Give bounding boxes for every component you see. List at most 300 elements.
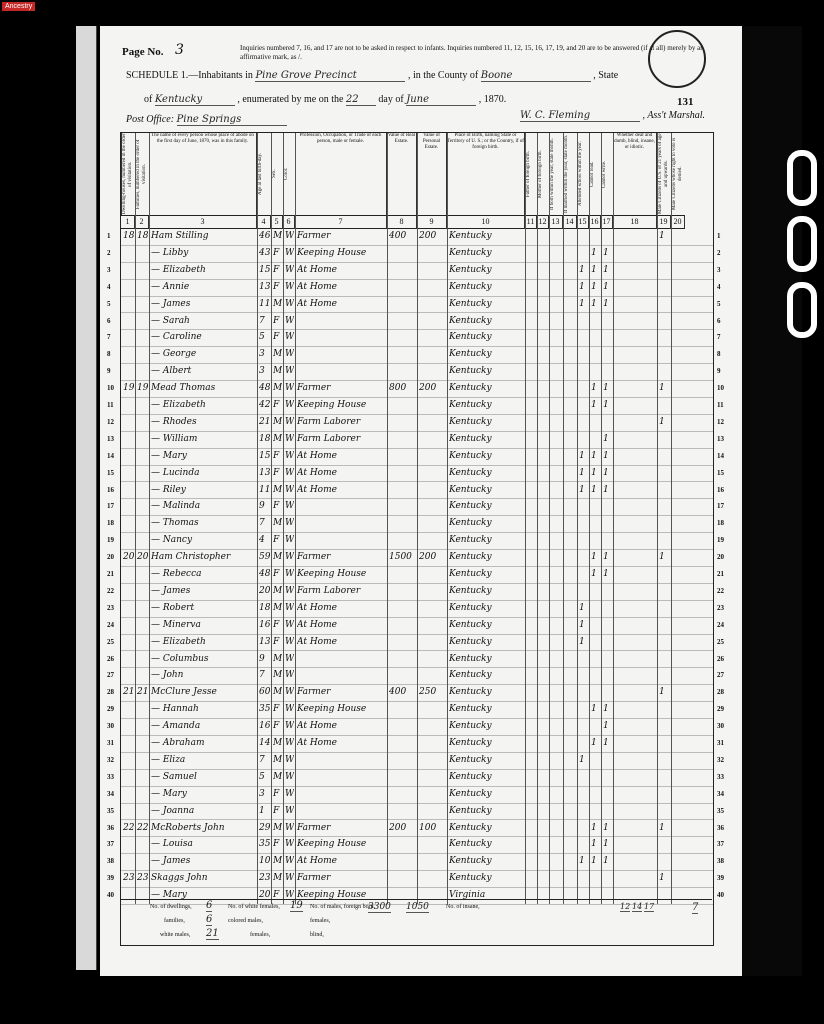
cell-birth: Kentucky (449, 839, 492, 850)
post-office-line (126, 114, 287, 126)
cell-occ: Farmer (297, 231, 331, 241)
cell-age: 21 (259, 416, 270, 427)
column-number-18: 18 (613, 215, 657, 229)
line-number: 1 (717, 232, 721, 240)
instructions-note: Inquiries numbered 7, 16, and 17 are not to be asked in respect to infants. Inquiries numbered 11, 12, 15, 16, 17, 19, and 20 are to be answered (if at all) merely by an affirmative mark, as /. (240, 44, 704, 61)
line-number: 32 (107, 755, 114, 764)
cell-age: 42 (259, 400, 270, 410)
cell-color: W (285, 704, 294, 715)
cell-birth: Kentucky (449, 501, 492, 512)
cell-birth: Kentucky (449, 450, 492, 461)
schedule-line-1 (126, 70, 618, 82)
cell-sex: F (273, 721, 280, 732)
cell-name: — Mary (151, 450, 187, 461)
column-number-12: 12 (537, 215, 549, 229)
cell-c15: 1 (579, 636, 585, 647)
cell-f: 20 (137, 552, 148, 563)
cell-birth: Kentucky (449, 467, 492, 478)
school-total: 12 (620, 902, 631, 911)
cell-sex: F (273, 281, 280, 292)
line-number: 16 (107, 485, 114, 494)
cell-pe: 200 (419, 231, 437, 241)
cell-birth: Kentucky (449, 636, 492, 647)
cell-c17: 1 (603, 383, 609, 394)
column-rule (417, 133, 418, 904)
cell-occ: Keeping House (297, 247, 367, 258)
column-rule (283, 133, 284, 904)
cell-birth: Kentucky (449, 383, 492, 394)
line-number: 26 (717, 654, 724, 663)
column-rule (257, 133, 258, 904)
insane-label: No. of insane, (446, 904, 480, 910)
line-number: 32 (717, 755, 724, 764)
line-number: 40 (107, 891, 114, 900)
cell-color: W (285, 738, 294, 748)
cell-color: W (285, 585, 294, 596)
cell-name: — Malinda (151, 501, 201, 512)
cell-age: 7 (259, 518, 265, 529)
cell-age: 13 (259, 467, 270, 478)
column-number-5: 5 (271, 215, 283, 229)
line-number: 2 (107, 248, 111, 257)
column-rule (563, 133, 564, 904)
cell-re: 400 (389, 687, 407, 698)
cell-color: W (285, 687, 294, 698)
cell-occ: Farm Laborer (297, 416, 361, 427)
cell-sex: M (273, 585, 282, 596)
cell-c15: 1 (579, 298, 585, 309)
cell-sex: F (273, 805, 280, 816)
cell-sex: F (273, 704, 280, 715)
cell-c16: 1 (591, 484, 597, 495)
cell-name: — Eliza (151, 754, 186, 765)
cell-pe: 200 (419, 383, 437, 394)
cell-name: — Elizabeth (151, 264, 206, 275)
cell-age: 7 (259, 754, 265, 765)
cell-birth: Kentucky (449, 349, 492, 360)
line-number: 35 (107, 806, 114, 815)
line-number: 31 (717, 739, 724, 747)
cell-sex: F (273, 501, 280, 512)
cell-name: — Rebecca (151, 569, 202, 579)
cell-age: 15 (259, 450, 270, 461)
page-label: Page No. (122, 46, 164, 58)
cell-age: 13 (259, 281, 270, 292)
cell-c16: 1 (591, 247, 597, 258)
cell-color: W (285, 433, 294, 444)
cell-f: 21 (137, 687, 148, 698)
blind-label: blind, (310, 932, 324, 938)
precinct-value: Pine Grove Precinct (255, 70, 405, 82)
cell-c17: 1 (603, 738, 609, 748)
cell-birth: Kentucky (449, 602, 492, 613)
cell-c17: 1 (603, 400, 609, 410)
line-number: 22 (107, 586, 114, 595)
cell-pe: 250 (419, 687, 437, 698)
cell-c16: 1 (591, 467, 597, 478)
column-number-10: 10 (447, 215, 525, 229)
line-number: 3 (107, 265, 111, 274)
cell-f: 23 (137, 873, 148, 884)
cell-color: W (285, 788, 294, 799)
cell-birth: Kentucky (449, 585, 492, 596)
cell-re: 200 (389, 822, 407, 833)
cell-c17: 1 (603, 484, 609, 495)
cell-age: 29 (259, 822, 270, 833)
cell-f: 22 (137, 822, 148, 833)
cell-name: Ham Christopher (151, 552, 231, 563)
column-number-13: 13 (549, 215, 563, 229)
cell-name: — Albert (151, 366, 192, 377)
cell-age: 15 (259, 264, 270, 275)
cell-c17: 1 (603, 856, 609, 867)
line-number: 23 (107, 603, 114, 612)
dwellings-label: No. of dwellings, (150, 904, 192, 910)
cell-c19: 1 (659, 231, 665, 241)
cell-color: W (285, 332, 294, 343)
line-number: 36 (107, 823, 114, 832)
line-number: 11 (717, 401, 724, 409)
cell-occ: At Home (297, 264, 337, 275)
line-number: 21 (107, 570, 114, 578)
line-number: 7 (107, 333, 111, 342)
column-rule (589, 133, 590, 904)
cell-occ: At Home (297, 721, 337, 732)
cell-color: W (285, 264, 294, 275)
column-rule (271, 133, 272, 904)
cell-age: 5 (259, 771, 265, 782)
cell-c19: 1 (659, 687, 665, 698)
cell-d: 23 (123, 873, 134, 884)
post-office-label: Post Office: (126, 114, 175, 125)
cell-birth: Kentucky (449, 721, 492, 732)
cell-color: W (285, 653, 294, 664)
cell-sex: F (273, 400, 280, 410)
families-label: families, (164, 918, 185, 924)
line-number: 4 (107, 282, 111, 291)
cell-age: 60 (259, 687, 270, 698)
cell-age: 9 (259, 501, 265, 512)
line-number: 33 (717, 772, 724, 781)
cell-c17: 1 (603, 264, 609, 275)
cell-name: — Hannah (151, 704, 199, 715)
line-number: 16 (717, 485, 724, 494)
citizens-total: 7 (692, 902, 699, 913)
cell-birth: Kentucky (449, 298, 492, 309)
line-number: 3 (717, 265, 721, 274)
column-header-13: If born within the year, state month. (549, 133, 563, 215)
column-header-10: Place of Birth, naming State or Territory of U. S.; or the Country, if of foreign birth. (447, 133, 525, 215)
cell-pe: 100 (419, 822, 437, 833)
column-number-9: 9 (417, 215, 447, 229)
cell-occ: Farm Laborer (297, 585, 361, 596)
enumerated-label: , enumerated by me on the (237, 94, 344, 105)
cell-birth: Kentucky (449, 754, 492, 765)
line-number: 5 (717, 299, 721, 308)
cell-occ: Farmer (297, 687, 331, 698)
cell-name: — Elizabeth (151, 400, 206, 410)
cell-color: W (285, 754, 294, 765)
cell-age: 16 (259, 721, 270, 732)
cell-c15: 1 (579, 264, 585, 275)
cell-occ: At Home (297, 619, 337, 630)
cell-color: W (285, 247, 294, 258)
cell-occ: At Home (297, 298, 337, 309)
column-number-15: 15 (577, 215, 589, 229)
cell-name: — James (151, 585, 191, 596)
line-number: 21 (717, 570, 724, 578)
cell-c17: 1 (603, 822, 609, 833)
cell-age: 7 (259, 670, 265, 681)
cell-birth: Kentucky (449, 805, 492, 816)
cell-name: — William (151, 433, 198, 444)
cell-re: 1500 (389, 552, 412, 563)
cell-age: 3 (259, 366, 265, 377)
column-number-20: 20 (671, 215, 685, 229)
cell-f: 18 (137, 231, 148, 241)
column-rule (135, 133, 136, 904)
cell-color: W (285, 484, 294, 495)
cell-birth: Kentucky (449, 619, 492, 630)
column-number-1: 1 (121, 215, 135, 229)
cell-c15: 1 (579, 484, 585, 495)
cell-d: 18 (123, 231, 134, 241)
line-number: 38 (717, 857, 724, 866)
cell-color: W (285, 856, 294, 867)
cell-sex: M (273, 298, 282, 309)
film-frame-mark (782, 140, 822, 400)
line-number: 19 (107, 536, 114, 545)
cell-name: — Mary (151, 788, 187, 799)
line-number: 17 (107, 502, 114, 511)
line-number: 38 (107, 857, 114, 866)
line-number: 1 (107, 232, 111, 240)
cell-name: McRoberts John (151, 822, 225, 833)
column-header-17: Cannot write. (601, 133, 613, 215)
line-number: 13 (107, 434, 114, 443)
families-value: 6 (206, 914, 213, 925)
marshal-signature: W. C. Fleming (520, 110, 640, 122)
line-number: 26 (107, 654, 114, 663)
line-number: 15 (717, 468, 724, 477)
cell-sex: M (273, 754, 282, 765)
schedule-line-2 (144, 94, 506, 106)
column-header-14: If married within the year, state month. (563, 133, 577, 215)
line-number: 7 (717, 333, 721, 342)
state-label: , State (593, 70, 619, 81)
seal-stamp (648, 30, 706, 88)
cell-c15: 1 (579, 856, 585, 867)
column-rule (549, 133, 550, 904)
line-number: 34 (107, 789, 114, 798)
census-sheet (100, 26, 742, 976)
line-number: 17 (717, 502, 724, 511)
cell-c19: 1 (659, 383, 665, 394)
cell-occ: Keeping House (297, 569, 367, 579)
cell-name: — Rhodes (151, 416, 197, 427)
cell-name: — Lucinda (151, 467, 200, 478)
cell-occ: Keeping House (297, 400, 367, 410)
cell-name: — Abraham (151, 738, 205, 748)
cell-occ: At Home (297, 602, 337, 613)
summary-footer (120, 899, 712, 948)
cell-d: 22 (123, 822, 134, 833)
column-rule (295, 133, 296, 904)
cell-occ: Farmer (297, 552, 331, 563)
line-number: 30 (717, 722, 724, 731)
cell-c17: 1 (603, 433, 609, 444)
cell-c19: 1 (659, 822, 665, 833)
cell-age: 3 (259, 788, 265, 799)
cell-occ: At Home (297, 738, 337, 748)
cell-occ: Farmer (297, 383, 331, 394)
cannot-write-total: 17 (644, 902, 655, 911)
cell-age: 35 (259, 704, 270, 715)
cell-birth: Kentucky (449, 484, 492, 495)
line-number: 11 (107, 401, 114, 409)
source-badge: Ancestry (2, 2, 35, 11)
cell-sex: F (273, 247, 280, 258)
cell-name: — Joanna (151, 805, 195, 816)
line-number: 30 (107, 722, 114, 731)
cell-birth: Kentucky (449, 281, 492, 292)
cell-sex: M (273, 771, 282, 782)
cell-sex: F (273, 619, 280, 630)
column-number-4: 4 (257, 215, 271, 229)
line-number: 12 (717, 417, 724, 426)
cell-sex: M (273, 873, 282, 884)
cell-sex: F (273, 264, 280, 275)
cell-c16: 1 (591, 738, 597, 748)
cell-age: 16 (259, 619, 270, 630)
cell-age: 1 (259, 805, 265, 816)
column-header-18: Whether deaf and dumb, blind, insane, or idiotic. (613, 133, 657, 215)
line-number: 29 (717, 705, 724, 714)
column-rule (387, 133, 388, 904)
column-number-7: 7 (295, 215, 387, 229)
cell-re: 800 (389, 383, 407, 394)
cell-c17: 1 (603, 247, 609, 258)
cell-name: — Riley (151, 484, 186, 495)
cell-age: 48 (259, 383, 270, 394)
cell-birth: Kentucky (449, 552, 492, 563)
cell-c16: 1 (591, 264, 597, 275)
cell-sex: F (273, 788, 280, 799)
line-number: 33 (107, 772, 114, 781)
cell-name: — Amanda (151, 721, 201, 732)
cell-color: W (285, 839, 294, 850)
cell-c16: 1 (591, 552, 597, 563)
line-number: 27 (717, 671, 724, 680)
cell-color: W (285, 467, 294, 478)
cell-name: — Elizabeth (151, 636, 206, 647)
cell-sex: M (273, 433, 282, 444)
cell-name: — Libby (151, 247, 189, 258)
line-number: 22 (717, 586, 724, 595)
column-number-14: 14 (563, 215, 577, 229)
cell-age: 18 (259, 433, 270, 444)
cell-sex: M (273, 518, 282, 529)
cell-sex: M (273, 822, 282, 833)
cell-birth: Kentucky (449, 416, 492, 427)
cell-sex: M (273, 552, 282, 563)
line-number: 18 (717, 519, 724, 528)
cell-color: W (285, 890, 294, 901)
cell-age: 35 (259, 839, 270, 850)
cell-occ: At Home (297, 467, 337, 478)
cell-c17: 1 (603, 839, 609, 850)
cell-birth: Kentucky (449, 518, 492, 529)
cell-occ: Keeping House (297, 839, 367, 850)
cell-name: — Samuel (151, 771, 197, 782)
cell-color: W (285, 822, 294, 833)
cell-occ: At Home (297, 281, 337, 292)
cell-c19: 1 (659, 873, 665, 884)
cell-c17: 1 (603, 298, 609, 309)
cell-c17: 1 (603, 704, 609, 715)
cell-color: W (285, 721, 294, 732)
cell-name: Ham Stilling (151, 231, 209, 241)
cell-color: W (285, 805, 294, 816)
cell-c17: 1 (603, 281, 609, 292)
cell-birth: Kentucky (449, 653, 492, 664)
cell-c15: 1 (579, 754, 585, 765)
cell-birth: Kentucky (449, 670, 492, 681)
white-females-value: 19 (290, 900, 303, 911)
line-number: 12 (107, 417, 114, 426)
line-number: 14 (107, 451, 114, 460)
line-number: 24 (717, 620, 724, 629)
cell-birth: Kentucky (449, 704, 492, 715)
cell-birth: Kentucky (449, 856, 492, 867)
cell-sex: M (273, 602, 282, 613)
cell-age: 20 (259, 890, 270, 901)
cell-color: W (285, 349, 294, 360)
cell-age: 48 (259, 569, 270, 579)
cell-birth: Kentucky (449, 433, 492, 444)
column-number-8: 8 (387, 215, 417, 229)
cell-sex: F (273, 636, 280, 647)
column-number-11: 11 (525, 215, 537, 229)
cell-sex: M (273, 670, 282, 681)
cell-sex: F (273, 890, 280, 901)
cell-age: 11 (259, 298, 270, 309)
cell-c17: 1 (603, 569, 609, 579)
column-rule (613, 133, 614, 904)
cell-birth: Kentucky (449, 315, 492, 326)
adjacent-page-edge (76, 26, 97, 970)
cell-birth: Kentucky (449, 771, 492, 782)
stamped-page-number: 131 (677, 96, 694, 108)
column-rule (447, 133, 448, 904)
cell-name: — Louisa (151, 839, 193, 850)
cell-color: W (285, 416, 294, 427)
column-number-16: 16 (589, 215, 601, 229)
white-females-label: No. of white females, (228, 904, 280, 910)
line-number: 14 (717, 451, 724, 460)
line-number: 5 (107, 299, 111, 308)
day-of-label: day of (378, 94, 404, 105)
line-number: 23 (717, 603, 724, 612)
cell-c15: 1 (579, 281, 585, 292)
cell-c15: 1 (579, 467, 585, 478)
cell-birth: Virginia (449, 890, 486, 901)
cell-birth: Kentucky (449, 332, 492, 343)
cell-color: W (285, 400, 294, 410)
cell-color: W (285, 771, 294, 782)
line-number: 15 (107, 468, 114, 477)
cell-sex: F (273, 315, 280, 326)
